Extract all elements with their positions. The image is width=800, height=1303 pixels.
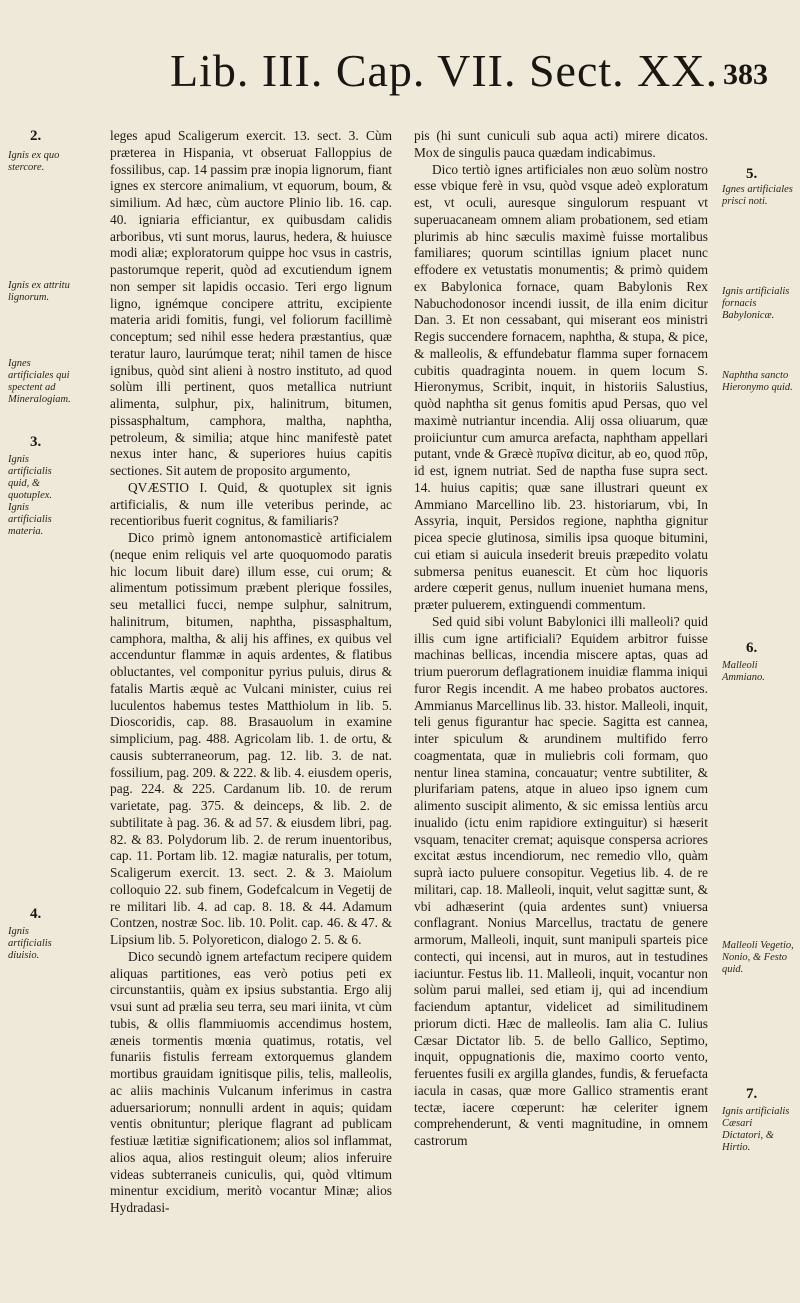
left-column	[110, 128, 392, 1217]
margin-note-ammiano: Malleoli Ammiano.	[722, 660, 765, 683]
margin-number-4: 4.	[30, 906, 42, 922]
margin-note-attritu: Ignis ex attritu lignorum.	[8, 280, 70, 303]
paragraph: leges apud Scaligerum exercit. 13. sect. 3. Cùm præterea in Hispania, vt obseruat Falloppius de fossilibus, cap. 14 passim præ inopia lignorum, fiant ignes ex stercore animalium, vt equorum, boum, & similium. Ad hæc, cùm auctore Plinio lib. 16. cap. 40. igniaria efficiantur, ex quibusdam calidis arboribus, vti sunt morus, laurus, hedera, & huiusce modi aliæ; exploratorum quippe hoc vsus in castris, pastorumque reperit, quòd ad excutiendum ignem non semper sit lapidis occasio. Teri ergo lignum ligno, ignémque concipere attritu, excipiente materia aridi fomitis, fungi, vel foliorum facillimè conceptum; sed nihil esse hedera præstantius, quæ teratur lauro, laurúmque terat; nihil tamen de hisce ignibus, quòd sint alieni à nostro instituto, ad quod solùm illi pertinent, quos metallica nutriunt alimenta, sulphur, pix, halinitrum, bitumen, pissasphaltum, camphora, maltha, naphtha, petroleum, & similia; atque hinc manifestè patet nexus inter hanc, & superiores huius capitis sectiones. Sit autem de proposito argumento,	[110, 128, 392, 478]
margin-number-6: 6.	[746, 640, 758, 656]
margin-number-5: 5.	[746, 166, 758, 182]
margin-number-3: 3.	[30, 434, 42, 450]
margin-note-caesari: Ignis artificialis Cæsari Dictatori, & Hirtio.	[722, 1106, 790, 1153]
running-head: Lib. III. Cap. VII. Sect. XX.	[170, 45, 719, 96]
page-number: 383	[723, 58, 768, 91]
margin-note-babylonica: Ignis artificialis fornacis Babylonicæ.	[722, 286, 790, 321]
margin-note-stercore: Ignis ex quo stercore.	[8, 150, 60, 173]
paragraph: Dico tertiò ignes artificiales non æuo solùm nostro esse vbique ferè in vsu, quòd vsque adeò exploratum est, vt oculi, auresque singulorum respuant vt superuacaneam omnem aliam probationem, sed etiam plurimis ab hinc sæculis maximè fuisse mortalibus familiares; quorum scintillas ignium placet nunc effodere ex vetustatis monumentis; & primò quidem ex Babylonica fornace, quam Babylonis Rex Nabuchodonosor incendi iussit, de illa enim dicitur Dan. 3. Et non cessabant, qui miserant eos ministri Regis succendere fornacem, naphtha, & stupa, & pice, & malleolis, & effundebatur flamma super fornacem cubitis quadraginta nouem. in quem locum S. Hieronymus, Scribit, inquit, in historiis Salustius, quòd naphtha sit genus fomitis apud Persas, quo vel maximè nutriantur incendia. Alij ossa oliuarum, quæ proiiciuntur cum amurca arefacta, naphtham appellari putant, vnde & Græcè πυρῖνα dicitur, ab eo, quod πῦρ, id est, ignem nutriat. Sed de naptha fuse supra sect. 14. huius capitis; quæ sane illustrari queunt ex Ammiano Marcellino lib. 23. historiarum, vbi, In Assyria, inquit, Persidos regione, naphtha gignitur picea specie glutinosa, similis ipsa quoque bitumini, cui etiam si auicula insederit breuis præpedito volatu submersa penitus euanescit. Et cùm hoc liquoris ardere cœperit genus, nullum inueniet humana mens, præter puluerem, extinguendi commentum.	[414, 161, 708, 612]
margin-note-artificialis-materia: Ignis artificialis quid, & quotuplex. Ignis artificialis materia.	[8, 454, 53, 537]
margin-note-prisci: Ignes artificiales prisci noti.	[722, 184, 793, 207]
quaestio-heading: QVÆSTIO I. Quid, & quotuplex sit ignis artificialis, & num ille veteribus perinde, ac recentioribus fuerit cognitus, & familiaris?	[110, 479, 392, 529]
margin-note-naphtha: Naphtha sancto Hieronymo quid.	[722, 370, 793, 393]
paragraph: pis (hi sunt cuniculi sub aqua acti) mirere dicatos. Mox de singulis pauca quædam indicabimus.	[414, 128, 708, 160]
margin-number-2: 2.	[30, 128, 42, 144]
margin-number-7: 7.	[746, 1086, 758, 1102]
margin-note-mineralogiam: Ignes artificiales qui spectent ad Mineralogiam.	[8, 358, 71, 405]
margin-note-diuisio: Ignis artificialis diuisio.	[8, 926, 52, 961]
margin-note-vegetio: Malleoli Vegetio, Nonio, & Festo quid.	[722, 940, 794, 975]
paragraph: Sed quid sibi volunt Babylonici illi malleoli? quid illis cum igne artificiali? Equidem arbitror fuisse machinas bellicas, incendia miscere aptas, quas ad trium puerorum deflagrationem inuidiæ flamma iniqui furor Regis incendit. A me habeo probatos auctores. Ammianus Marcellinus lib. 33. histor. Malleoli, inquit, teli genus figurantur hac specie. Sagitta est cannea, inter spiculum & arundinem multifido ferro coagmentata, quæ in muliebris coli formam, quo nentur linea stamina, concauatur; ventre subtiliter, & plurifariam patens, atque in alueo ipso ignem cum alimento suscipit alimento, & sic emissa lentiùs arcu inualido (ictu enim rapidiore extinguitur) si hæserit vsquam, tenaciter cremat; aquisque conspersa acriores excitat æstus incendiorum, nec remedio vllo, quàm suprà iacto puluere consopitur. Vegetius lib. 4. de re militari, cap. 18. Malleoli, inquit, velut sagittæ sunt, & vbi adhæserint (quia ardentes sunt) vniuersa conflagrant. Nonius Marcellus, tractatu de genere armorum, Malleoli, inquit, sunt manipuli sparteis pice contecti, qui incensi, aut in muros, aut in testudines iaciuntur. Festus lib. 11. Malleoli, inquit, vocantur non solùm parui mallei, sed etiam ij, qui ad incendium faciendum aptantur, videlicet ad similitudinem priorum dicti. Hæc de malleolis. Iam alia C. Iulius Cæsar Dictator lib. 5. de bello Gallico, Septimo, inquit, oppugnationis die, maximo coorto vento, feruentes fusili ex argilla glandes, fundis, & feruefacta iacula in casas, quæ more Gallico stramentis erant tectæ, iacere cœperunt: hæ celeriter ignem comprehenderunt, & venti magnitudine, in omnem castrorum	[414, 613, 708, 1148]
right-column	[414, 128, 708, 1150]
paragraph: Dico secundò ignem artefactum recipere quidem aliquas partitiones, eas verò potius peti ex circunstantiis, quàm ex ipsius substantia. Ergo alij vsui sunt ad prælia seu terra, seu mari iinita, vt cùm tubis, & ollis flammiuomis accendimus hostem, æneis tormentis mœnia quatimus, rotatis, vel funariis fistulis ferream extorquemus glandem mortibus grauidam ignitisque pilis, telis, malleolis, ac aliis machinis Vulcanum inferimus in castra aduersariorum; nonnulli ardent in aquis; quidam ventis obnituntur; plerique flagrant ad publicam festiuæ lætitiæ significationem; alios sol inflammat, alios aqua, alios restinguit oleum; alios inferuire videas subterraneis cuniculis, qui, quòd vltimum minentur excidium, meritò vocantur Minæ; alios Hydradasi-	[110, 948, 392, 1215]
page-header	[0, 44, 800, 104]
paragraph: Dico primò ignem antonomasticè artificialem (neque enim reliquis vel arte quoquomodo paratis hic locum libuit dare) illum esse, cui orum; & alimentum potissimum præbent plerique fossiles, seu metallici fucci, nempe sulphur, salnitrum, halinitrum, bitumen, naphtha, pissasphaltum, camphora, maltha, & alij his affines, ex quibus vel accenduntur flammæ in aquis ardentes, & flatibus obluctantes, vel componitur pyrius puluis, dirus & fatalis Martis æquè ac Vulcani minister, cuius rei luculentos habemus testes Matthiolum in lib. 5. Dioscoridis, cap. 88. Brasauolum in examine simplicium, pag. 488. Agricolam lib. 1. de ortu, & causis subterraneorum, pag. 12. lib. 3. de nat. fossilium, pag. 209. & 222. & lib. 4. eiusdem operis, pag. 224. & 225. Cardanum lib. 10. de rerum varietate, pag. 375. & deinceps, & lib. 2. de subtilitate à pag. 36. & ad 57. & eiusdem libri, pag. 82. & 83. Polydorum lib. 2. de rerum inuentoribus, cap. 11. Portam lib. 12. magiæ naturalis, per totum, Scaligerum exercit. 13. sect. 2. & 3. Maiolum colloquio 22. sub finem, Godefcalcum in Vegetij de re militari lib. 4. ad cap. 8. 18. & 44. Adamum Contzen, nostræ Soc. lib. 10. Polit. cap. 46. & 47. & Lipsium lib. 5. Polyoreticon, dialogo 2. 5. & 6.	[110, 530, 392, 947]
